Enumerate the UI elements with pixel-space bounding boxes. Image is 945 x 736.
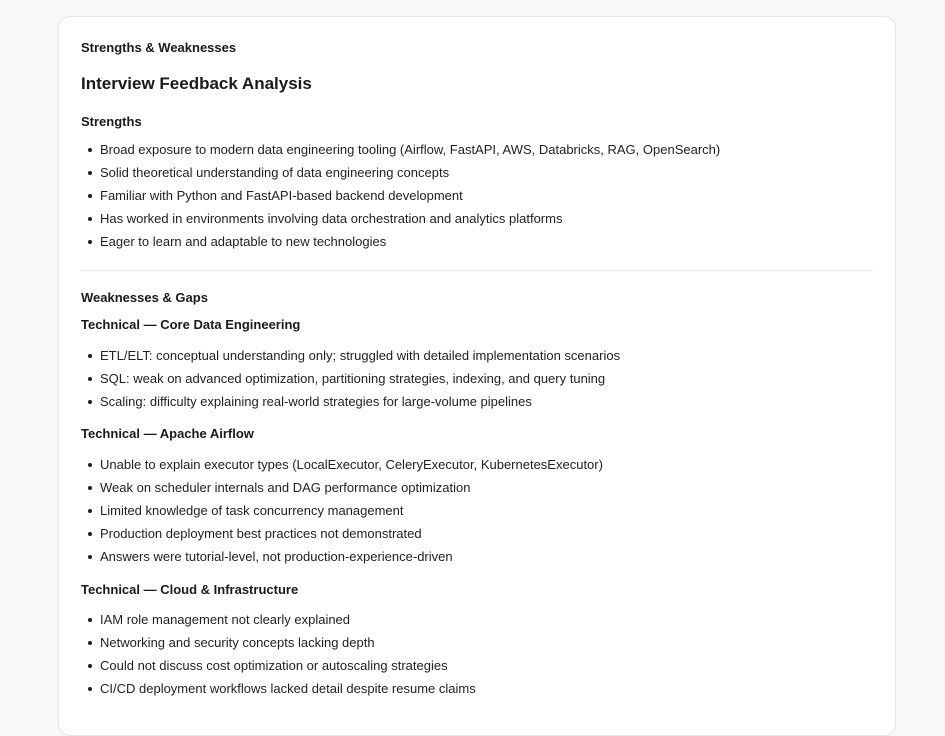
feedback-card: [58, 16, 896, 736]
list-item: Solid theoretical understanding of data engineering concepts: [81, 165, 720, 188]
list-item: Answers were tutorial-level, not production-experience-driven: [81, 549, 603, 572]
list-item: Familiar with Python and FastAPI-based backend development: [81, 188, 720, 211]
list-item: Eager to learn and adaptable to new technologies: [81, 234, 720, 257]
list-item: SQL: weak on advanced optimization, partitioning strategies, indexing, and query tuning: [81, 371, 620, 394]
list-item: Scaling: difficulty explaining real-world strategies for large-volume pipelines: [81, 394, 620, 417]
cloud-infrastructure-heading: Technical — Cloud & Infrastructure: [81, 582, 299, 597]
list-item: Limited knowledge of task concurrency management: [81, 503, 603, 526]
cloud-infrastructure-list: [81, 612, 476, 704]
apache-airflow-heading: Technical — Apache Airflow: [81, 426, 254, 441]
core-data-engineering-heading: Technical — Core Data Engineering: [81, 317, 301, 332]
list-item: Weak on scheduler internals and DAG performance optimization: [81, 480, 603, 503]
weaknesses-heading: Weaknesses & Gaps: [81, 290, 208, 305]
list-item: Production deployment best practices not demonstrated: [81, 526, 603, 549]
apache-airflow-list: [81, 457, 603, 572]
strengths-heading: Strengths: [81, 114, 142, 129]
document-title: Interview Feedback Analysis: [81, 74, 312, 93]
strengths-list: [81, 142, 720, 257]
list-item: CI/CD deployment workflows lacked detail despite resume claims: [81, 681, 476, 704]
list-item: Has worked in environments involving data orchestration and analytics platforms: [81, 211, 720, 234]
core-data-engineering-list: [81, 348, 620, 417]
section-divider: [81, 270, 873, 271]
list-item: ETL/ELT: conceptual understanding only; struggled with detailed implementation scenarios: [81, 348, 620, 371]
list-item: Could not discuss cost optimization or autoscaling strategies: [81, 658, 476, 681]
list-item: Unable to explain executor types (LocalExecutor, CeleryExecutor, KubernetesExecutor): [81, 457, 603, 480]
list-item: Networking and security concepts lacking depth: [81, 635, 476, 658]
list-item: Broad exposure to modern data engineering tooling (Airflow, FastAPI, AWS, Databricks, RAG, OpenSearch): [81, 142, 720, 165]
card-header: Strengths & Weaknesses: [81, 40, 237, 55]
list-item: IAM role management not clearly explained: [81, 612, 476, 635]
